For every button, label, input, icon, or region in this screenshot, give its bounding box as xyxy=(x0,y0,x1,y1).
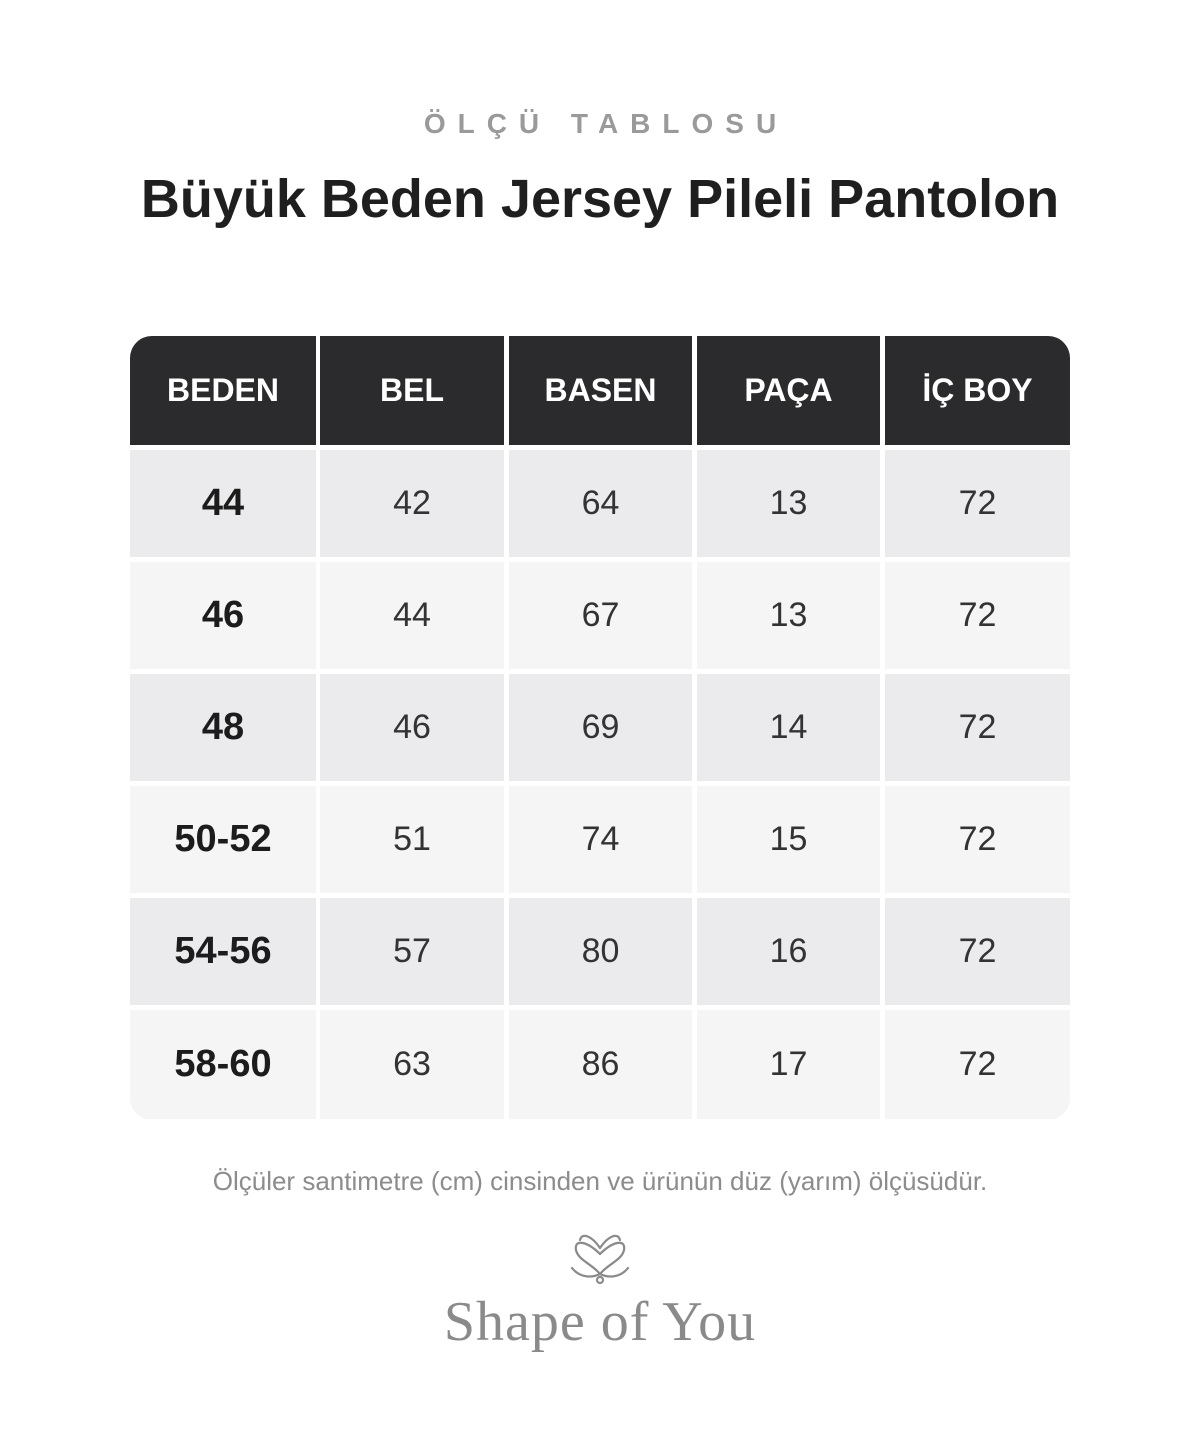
measurement-cell: 57 xyxy=(320,898,504,1005)
measurement-cell: 15 xyxy=(697,786,880,893)
size-cell: 58-60 xyxy=(130,1010,316,1119)
measurement-cell: 86 xyxy=(509,1010,692,1119)
measurement-cell: 72 xyxy=(885,898,1070,1005)
measurement-cell: 72 xyxy=(885,562,1070,669)
measurement-cell: 67 xyxy=(509,562,692,669)
double-heart-monogram-icon xyxy=(566,1228,634,1288)
measurement-cell: 44 xyxy=(320,562,504,669)
column-header: BASEN xyxy=(509,336,692,445)
column-header: BEL xyxy=(320,336,504,445)
measurement-cell: 72 xyxy=(885,1010,1070,1119)
brand-logo: Shape of You xyxy=(443,1291,757,1353)
measurement-cell: 72 xyxy=(885,674,1070,781)
eyebrow-label: ÖLÇÜ TABLOSU xyxy=(423,108,789,139)
size-cell: 44 xyxy=(130,450,316,557)
size-cell: 48 xyxy=(130,674,316,781)
measurement-cell: 64 xyxy=(509,450,692,557)
measurement-cell: 46 xyxy=(320,674,504,781)
size-cell: 50-52 xyxy=(130,786,316,893)
column-header: PAÇA xyxy=(697,336,880,445)
column-header: İÇ BOY xyxy=(885,336,1070,445)
measurement-cell: 13 xyxy=(697,450,880,557)
measurement-cell: 80 xyxy=(509,898,692,1005)
measurement-cell: 74 xyxy=(509,786,692,893)
size-cell: 46 xyxy=(130,562,316,669)
measurement-cell: 72 xyxy=(885,450,1070,557)
column-header: BEDEN xyxy=(130,336,316,445)
measurement-cell: 16 xyxy=(697,898,880,1005)
measurement-note: Ölçüler santimetre (cm) cinsinden ve ürünün düz (yarım) ölçüsüdür. xyxy=(212,1166,988,1196)
measurement-cell: 69 xyxy=(509,674,692,781)
measurement-cell: 72 xyxy=(885,786,1070,893)
measurement-cell: 63 xyxy=(320,1010,504,1119)
measurement-cell: 42 xyxy=(320,450,504,557)
measurement-cell: 51 xyxy=(320,786,504,893)
size-table xyxy=(130,336,1070,1120)
page-title: Büyük Beden Jersey Pileli Pantolon xyxy=(140,169,1060,229)
measurement-cell: 13 xyxy=(697,562,880,669)
measurement-cell: 17 xyxy=(697,1010,880,1119)
size-cell: 54-56 xyxy=(130,898,316,1005)
measurement-cell: 14 xyxy=(697,674,880,781)
